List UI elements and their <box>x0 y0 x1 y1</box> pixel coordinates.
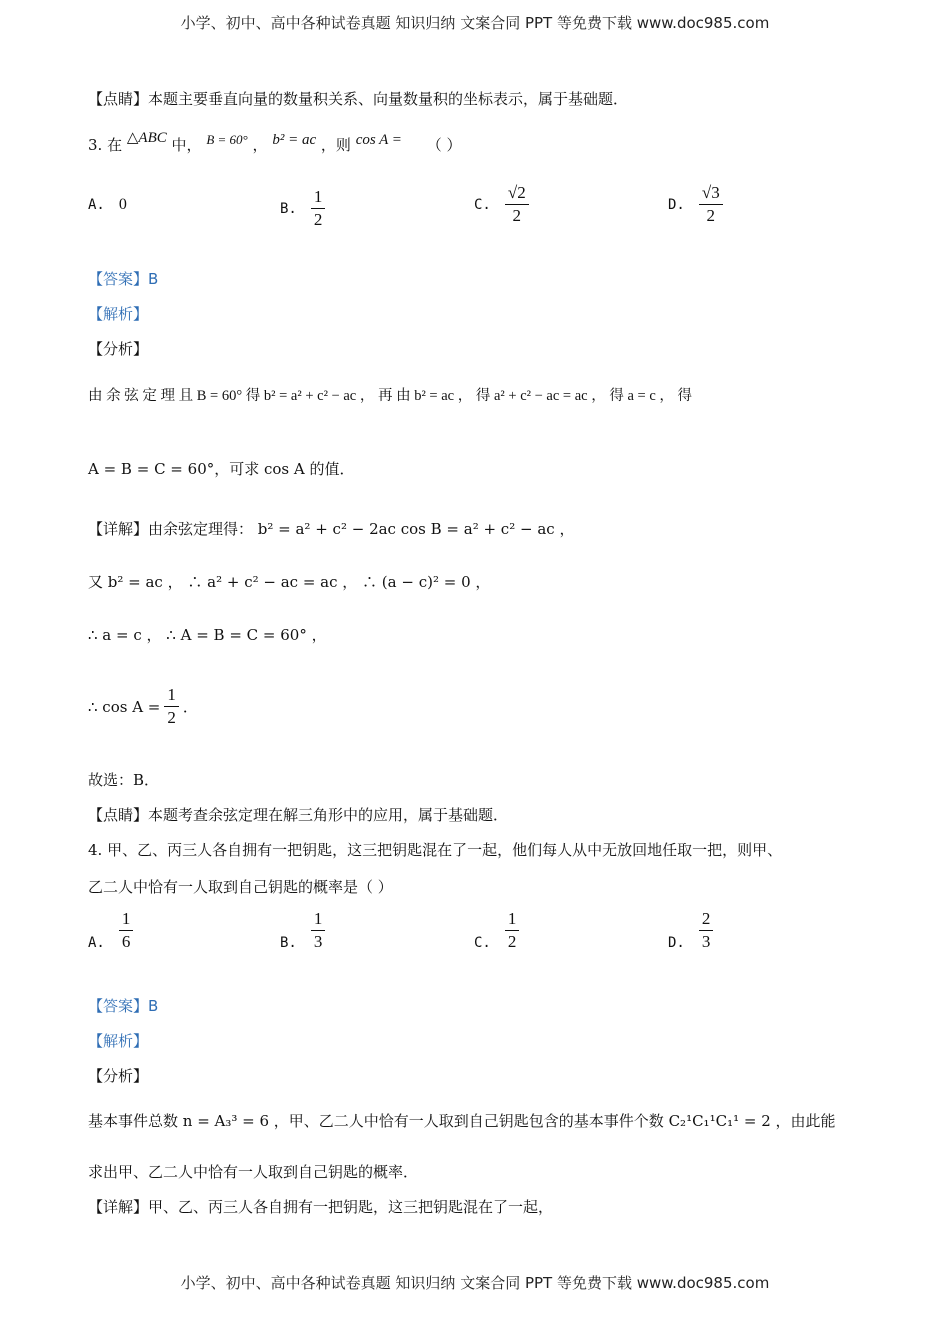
q3-cond2: b² = ac <box>272 132 317 148</box>
q3-mid: 中， <box>171 136 202 154</box>
q4-option-d <box>668 908 713 953</box>
fraction: $\frac{√3}{2}$ <box>699 182 723 227</box>
q3-detail-1: 【详解】由余弦定理得： b² = a² + c² − 2ac cos B = a² + c² − ac ， <box>88 520 575 538</box>
q3-answer: 【答案】B <box>88 270 159 288</box>
q3-comma: ， <box>252 136 268 154</box>
q3-ask: cos A = <box>355 132 402 148</box>
q4-fenxi: 【分析】 <box>88 1067 149 1085</box>
option-label: A. <box>88 197 105 213</box>
option-label: B. <box>280 200 297 217</box>
q3-analysis-2: A = B = C = 60°，可求 cos A 的值． <box>88 460 355 478</box>
q3-detail-2: 又 b² = ac ， ∴ a² + c² − ac = ac ， ∴ (a − c)² = 0 ， <box>88 573 491 591</box>
q4-option-b <box>280 908 325 953</box>
q4-stem-2: 乙二人中恰有一人取到自己钥匙的概率是（ ） <box>88 878 393 896</box>
q3-stem-prefix: 3. 在 <box>88 136 123 154</box>
q3-option-b <box>280 186 325 231</box>
q3-paren: （ ） <box>426 136 462 154</box>
option-label: D. <box>668 934 685 951</box>
q3-jiexi: 【解析】 <box>88 305 149 323</box>
q2-remark: 【点睛】本题主要垂直向量的数量积关系、向量数量积的坐标表示，属于基础题． <box>88 90 629 108</box>
q3-option-a <box>88 196 127 214</box>
q4-stem-1: 4. 甲、乙、丙三人各自拥有一把钥匙，这三把钥匙混在了一起，他们每人从中无放回地任取一把，则甲、 <box>88 841 783 859</box>
option-label: C. <box>474 196 491 213</box>
q4-option-a <box>88 908 133 953</box>
fraction: $\frac{√2}{2}$ <box>505 182 529 227</box>
q4-jiexi: 【解析】 <box>88 1032 149 1050</box>
q3-remark: 【点睛】本题考查余弦定理在解三角形中的应用，属于基础题． <box>88 806 509 824</box>
q4-analysis-2: 求出甲、乙二人中恰有一人取到自己钥匙的概率． <box>88 1163 419 1181</box>
fraction: $\frac{1}{6}$ <box>119 908 134 953</box>
q3-detail-4 <box>88 684 198 729</box>
fraction: $\frac{1}{2}$ <box>311 186 326 231</box>
option-label: C. <box>474 934 491 951</box>
q4-analysis-1: 基本事件总数 n = A₃³ = 6 ，甲、乙二人中恰有一人取到自己钥匙包含的基本事件个数 C₂¹C₁¹C₁¹ = 2 ，由此能 <box>88 1112 836 1130</box>
fraction: $\frac{1}{2}$ <box>164 684 179 729</box>
q3-fenxi: 【分析】 <box>88 340 149 358</box>
q3-stem <box>88 130 462 155</box>
fraction: $\frac{1}{3}$ <box>311 908 326 953</box>
q3-choose: 故选：B． <box>88 771 160 789</box>
q3-detail-4-suffix: ． <box>182 698 198 716</box>
q3-then: ，则 <box>320 136 351 154</box>
q4-answer: 【答案】B <box>88 997 159 1015</box>
option-label: B. <box>280 934 297 951</box>
q4-options <box>0 908 950 968</box>
q3-detail-3: ∴ a = c ， ∴ A = B = C = 60° ， <box>88 626 327 644</box>
q3-options <box>0 183 950 246</box>
q3-cond1: B = 60° <box>206 132 248 147</box>
fraction: $\frac{2}{3}$ <box>699 908 714 953</box>
page-footer: 小学、初中、高中各种试卷真题 知识归纳 文案合同 PPT 等免费下载 www.doc985.com <box>180 1274 770 1292</box>
q3-triangle: △ABC <box>126 130 167 146</box>
q3-option-c <box>474 182 529 227</box>
option-value: 0 <box>118 196 127 213</box>
option-label: A. <box>88 934 105 951</box>
q3-option-d <box>668 182 723 227</box>
q3-analysis-1: 由 余 弦 定 理 且 B = 60° 得 b² = a² + c² − ac ， 再 由 b² = ac ， 得 a² + c² − ac = ac ， 得 a = c ， 得 <box>88 388 692 404</box>
q4-detail-1: 【详解】甲、乙、丙三人各自拥有一把钥匙，这三把钥匙混在了一起， <box>88 1198 554 1216</box>
option-label: D. <box>668 196 685 213</box>
q4-option-c <box>474 908 519 953</box>
fraction: $\frac{1}{2}$ <box>505 908 520 953</box>
q3-detail-4-prefix: ∴ cos A = <box>88 697 161 716</box>
page-header: 小学、初中、高中各种试卷真题 知识归纳 文案合同 PPT 等免费下载 www.doc985.com <box>180 14 770 32</box>
